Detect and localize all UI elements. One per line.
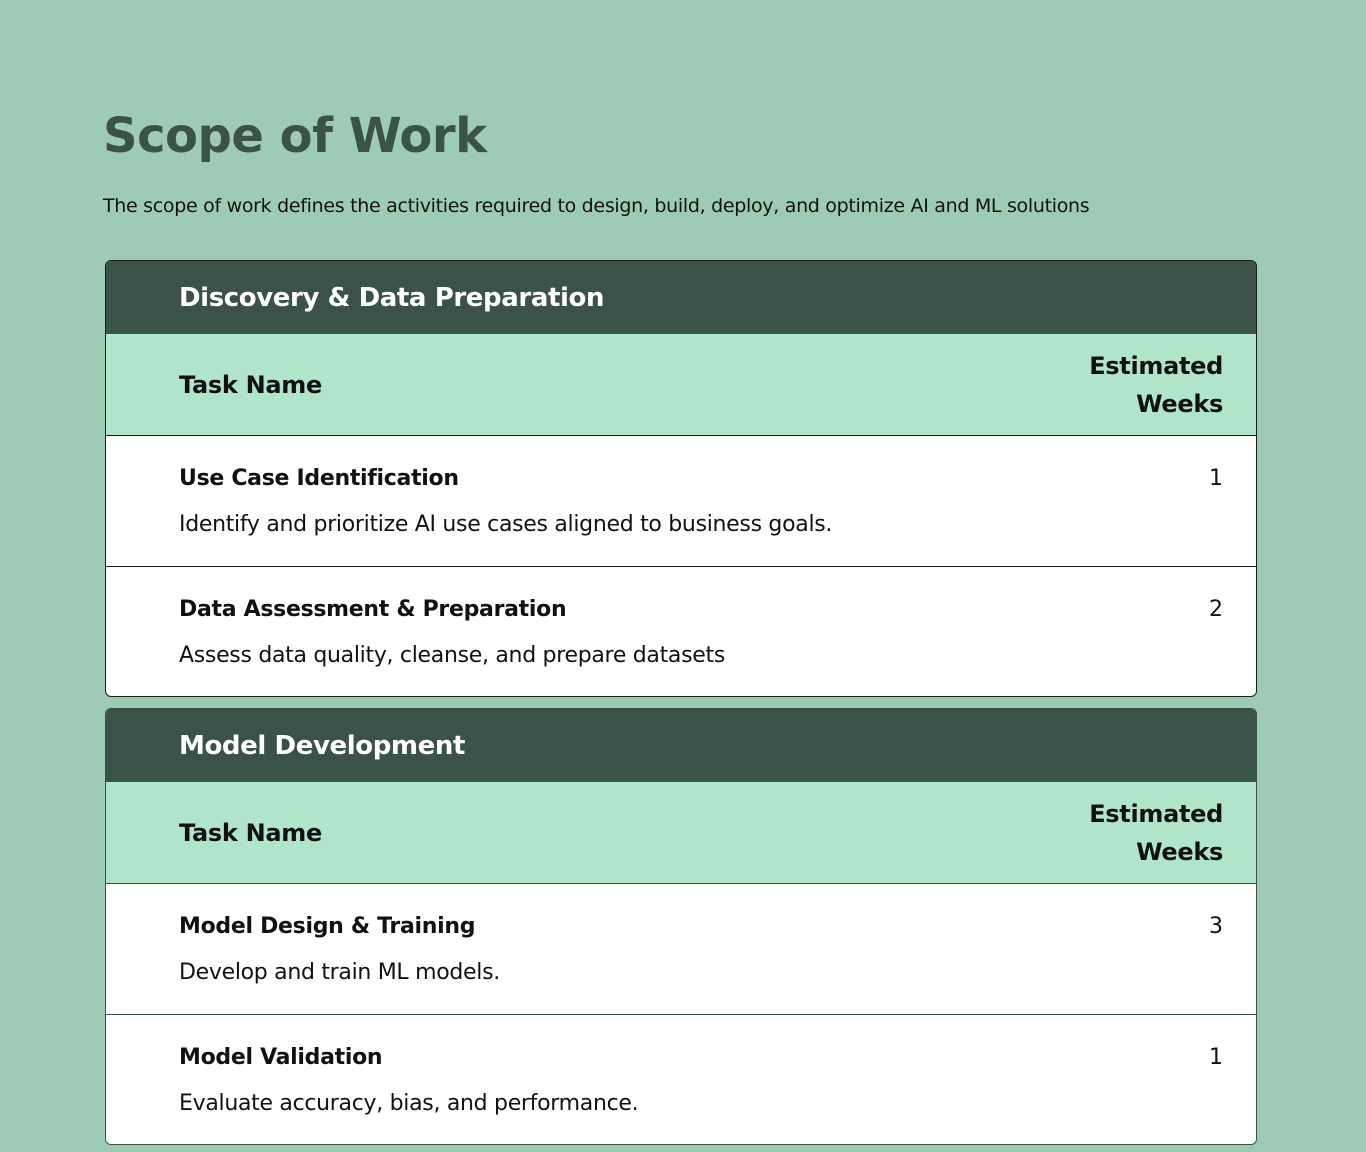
page-subtitle: The scope of work defines the activities required to design, build, deploy, and optimize AI and ML solutions [103,195,1090,217]
column-header-task-name: Task Name [179,818,322,847]
task-name: Use Case Identification [179,466,459,491]
column-header-row [106,334,1256,436]
column-header-estimated-weeks: Estimated Weeks [1089,799,1223,866]
section-title: Model Development [106,709,1256,782]
task-weeks: 1 [1209,466,1223,491]
task-weeks: 1 [1209,1045,1223,1070]
task-description: Evaluate accuracy, bias, and performance. [179,1091,639,1116]
column-header-task-name: Task Name [179,370,322,399]
task-weeks: 2 [1209,597,1223,622]
task-description: Assess data quality, cleanse, and prepare datasets [179,643,725,668]
task-name: Data Assessment & Preparation [179,597,567,622]
column-header-row [106,782,1256,884]
task-row [106,566,1256,696]
page-title: Scope of Work [103,108,487,164]
section-discovery-data-preparation [105,260,1257,697]
task-name: Model Validation [179,1045,383,1070]
section-model-development [105,708,1257,1145]
task-description: Identify and prioritize AI use cases aligned to business goals. [179,512,833,537]
task-weeks: 3 [1209,914,1223,939]
task-row [106,1014,1256,1144]
section-title: Discovery & Data Preparation [106,261,1256,334]
column-header-estimated-weeks: Estimated Weeks [1089,351,1223,418]
task-name: Model Design & Training [179,914,476,939]
task-description: Develop and train ML models. [179,960,500,985]
task-row [106,884,1256,1014]
task-row [106,436,1256,566]
